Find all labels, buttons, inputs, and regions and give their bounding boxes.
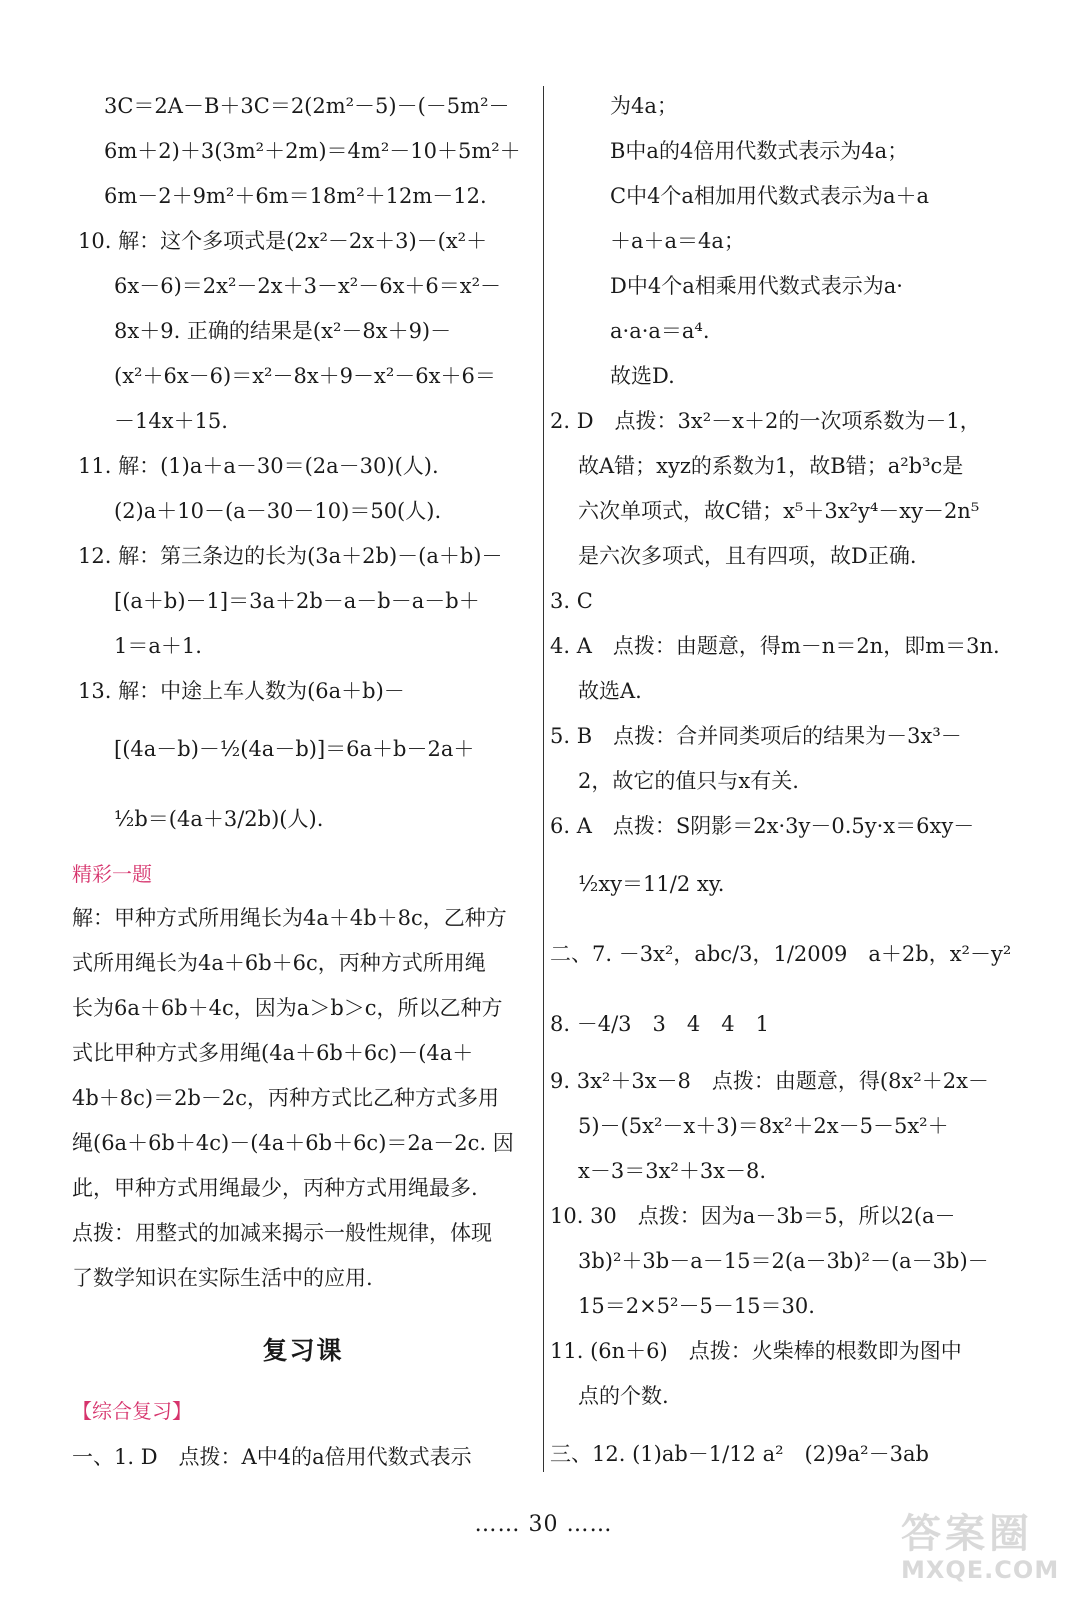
watermark-logo	[901, 1512, 1061, 1592]
text-line: 点拨：用整式的加减来揭示一般性规律，体现	[72, 1221, 492, 1245]
problem-10-right: 10. 30 点拨：因为a－3b＝5，所以2(a－	[550, 1204, 956, 1228]
problem-5: 5. B 点拨：合并同类项后的结果为－3x³－	[550, 724, 962, 748]
problem-12-right: 三、12. (1)ab－1/12 a² (2)9a²－3ab	[550, 1442, 929, 1466]
text-line: 6m－2＋9m²＋6m＝18m²＋12m－12.	[104, 184, 487, 208]
review-title: 【综合复习】	[72, 1399, 192, 1423]
highlight-title: 精彩一题	[72, 862, 152, 886]
problem-12: 12. 解：第三条边的长为(3a＋2b)－(a＋b)－	[78, 544, 503, 568]
text-line: C中4个a相加用代数式表示为a＋a	[610, 184, 929, 208]
text-line: 六次单项式，故C错；x⁵＋3x²y⁴－xy－2n⁵	[578, 499, 980, 523]
column-divider	[543, 86, 544, 1472]
text-line: (x²＋6x－6)＝x²－8x＋9－x²－6x＋6＝	[114, 364, 496, 388]
text-line: 一、1. D 点拨：A中4的a倍用代数式表示	[72, 1445, 472, 1469]
text-line: 故A错；xyz的系数为1，故B错；a²b³c是	[578, 454, 964, 478]
text-line: 长为6a＋6b＋4c，因为a＞b＞c，所以乙种方	[72, 996, 503, 1020]
problem-13: 13. 解：中途上车人数为(6a＋b)－	[78, 679, 405, 703]
text-line: 为4a；	[610, 94, 678, 118]
problem-8: 8. －4/3 3 4 4 1	[550, 1012, 769, 1036]
problem-9: 9. 3x²＋3x－8 点拨：由题意，得(8x²＋2x－	[550, 1069, 989, 1093]
text-line: 此，甲种方式用绳最少，丙种方式用绳最多.	[72, 1176, 478, 1200]
text-line: ＋a＋a＝4a；	[610, 229, 745, 253]
text-line: a·a·a＝a⁴.	[610, 319, 710, 343]
text-line: 绳(6a＋6b＋4c)－(4a＋6b＋6c)＝2a－2c. 因	[72, 1131, 514, 1155]
text-line: 3b)²＋3b－a－15＝2(a－3b)²－(a－3b)－	[578, 1249, 989, 1273]
text-line: 6m＋2)＋3(3m²＋2m)＝4m²－10＋5m²＋	[104, 139, 521, 163]
text-line: D中4个a相乘用代数式表示为a·	[610, 274, 903, 298]
text-line: 了数学知识在实际生活中的应用.	[72, 1266, 373, 1290]
problem-11-right: 11. (6n＋6) 点拨：火柴棒的根数即为图中	[550, 1339, 962, 1363]
text-line: ½b＝(4a＋3/2b)(人).	[114, 807, 324, 831]
text-line: (2)a＋10－(a－30－10)＝50(人).	[114, 499, 442, 523]
problem-7: 二、7. －3x²，abc/3，1/2009 a＋2b，x²－y²	[550, 942, 1012, 966]
text-line: [(a＋b)－1]＝3a＋2b－a－b－a－b＋	[114, 589, 480, 613]
text-line: 15＝2×5²－5－15＝30.	[578, 1294, 815, 1318]
page-number: …… 30 ……	[474, 1512, 613, 1537]
text-line: 6x－6)＝2x²－2x＋3－x²－6x＋6＝x²－	[114, 274, 502, 298]
text-line: 式比甲种方式多用绳(4a＋6b＋6c)－(4a＋	[72, 1041, 474, 1065]
text-line: 2，故它的值只与x有关.	[578, 769, 799, 793]
text-line: 解：甲种方式所用绳长为4a＋4b＋8c，乙种方	[72, 906, 507, 930]
problem-6: 6. A 点拨：S阴影＝2x·3y－0.5y·x＝6xy－	[550, 814, 975, 838]
text-line: 3C＝2A－B＋3C＝2(2m²－5)－(－5m²－	[104, 94, 510, 118]
left-column	[72, 84, 534, 1480]
text-line: 故选A.	[578, 679, 642, 703]
text-line: 1＝a＋1.	[114, 634, 202, 658]
problem-4: 4. A 点拨：由题意，得m－n＝2n，即m＝3n.	[550, 634, 1000, 658]
text-line: 8x＋9. 正确的结果是(x²－8x＋9)－	[114, 319, 452, 343]
text-line: 故选D.	[610, 364, 675, 388]
text-line: －14x＋15.	[114, 409, 228, 433]
watermark-url: MXQE.COM	[901, 1556, 1060, 1584]
text-line: x－3＝3x²＋3x－8.	[578, 1159, 767, 1183]
problem-3: 3. C	[550, 589, 593, 613]
text-line: [(4a－b)－½(4a－b)]＝6a＋b－2a＋	[114, 737, 475, 761]
problem-11: 11. 解：(1)a＋a－30＝(2a－30)(人).	[78, 454, 439, 478]
text-line: ½xy＝11/2 xy.	[578, 872, 725, 896]
right-column	[550, 84, 1020, 1489]
text-line: 4b＋8c)＝2b－2c，丙种方式比乙种方式多用	[72, 1086, 500, 1110]
text-line: 式所用绳长为4a＋6b＋6c，丙种方式所用绳	[72, 951, 486, 975]
text-line: 点的个数.	[578, 1384, 669, 1408]
text-line: 5)－(5x²－x＋3)＝8x²＋2x－5－5x²＋	[578, 1114, 949, 1138]
watermark-text: 答案圈	[901, 1511, 1033, 1557]
lesson-title: 复习课	[262, 1336, 344, 1365]
problem-10: 10. 解：这个多项式是(2x²－2x＋3)－(x²＋	[78, 229, 488, 253]
text-line: 是六次多项式，且有四项，故D正确.	[578, 544, 917, 568]
problem-2: 2. D 点拨：3x²－x＋2的一次项系数为－1，	[550, 409, 981, 433]
text-line: B中a的4倍用代数式表示为4a；	[610, 139, 909, 163]
